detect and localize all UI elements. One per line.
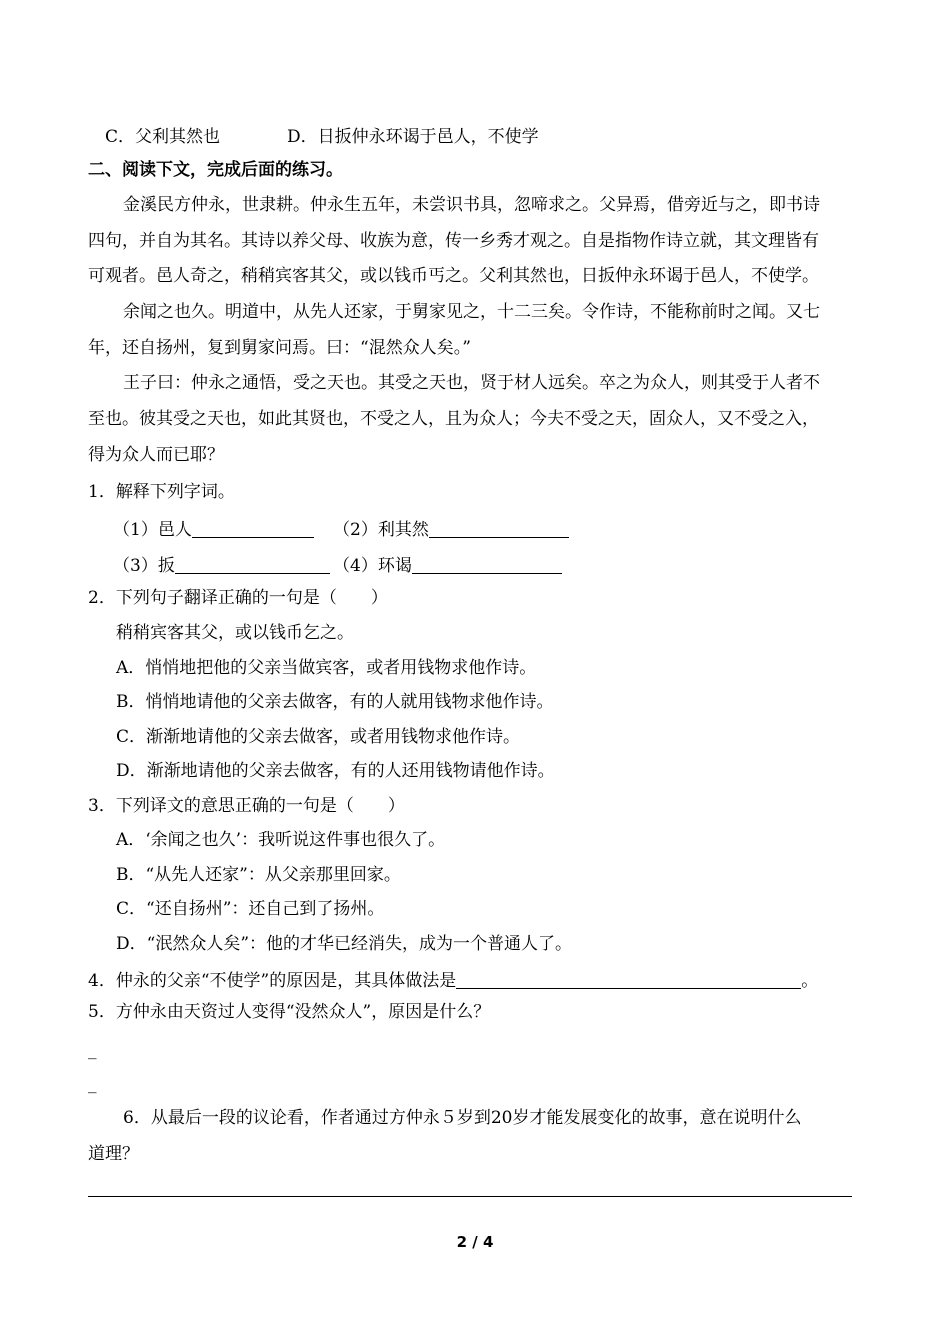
question-1-stem: 1．解释下列字词。	[88, 482, 235, 502]
question-2-option-d: D．渐渐地请他的父亲去做客，有的人还用钱物请他作诗。	[116, 761, 555, 781]
answer-blank[interactable]	[175, 555, 330, 574]
passage-line: 至也。彼其受之天也，如此其贤也，不受之人，且为众人；今夫不受之天，固众人，又不受之入，	[88, 409, 819, 429]
answer-blank[interactable]	[412, 555, 562, 574]
question-1-item: （1）邑人	[113, 519, 314, 539]
question-5-stem: 5．方仲永由天资过人变得“没然众人”，原因是什么？	[88, 1002, 491, 1022]
answer-blank[interactable]	[192, 519, 314, 538]
answer-blank[interactable]	[456, 970, 801, 989]
question-2-option-a: A．悄悄地把他的父亲当做宾客，或者用钱物求他作诗。	[116, 658, 537, 678]
passage-line: 年，还自扬州，复到舅家问焉。曰：“混然众人矣。”	[88, 338, 471, 358]
passage-line: 可观者。邑人奇之，稍稍宾客其父，或以钱币丐之。父利其然也，日扳仲永环谒于邑人，不使学。	[88, 266, 819, 286]
question-3-option-a: A．‘余闻之也久’：我听说这件事也很久了。	[116, 830, 446, 850]
question-2-sentence: 稍稍宾客其父，或以钱币乞之。	[116, 623, 354, 643]
passage-line: 金溪民方仲永，世隶耕。仲永生五年，未尝识书具，忽啼求之。父异焉，借旁近与之，即书诗	[123, 195, 820, 215]
question-3-option-d: D．“泯然众人矣”：他的才华已经消失，成为一个普通人了。	[116, 934, 573, 954]
question-1-item: （3）扳	[113, 555, 330, 575]
passage-line: 得为众人而已耶？	[88, 445, 224, 465]
option-c-top: C．父利其然也	[105, 127, 221, 147]
question-4: 4．仲永的父亲“不使学”的原因是，其具体做法是 。	[88, 971, 819, 991]
answer-blank[interactable]	[429, 519, 569, 538]
question-2-option-b: B．悄悄地请他的父亲去做客，有的人就用钱物求他作诗。	[116, 692, 554, 712]
answer-line[interactable]	[88, 1196, 852, 1197]
question-2-option-c: C．渐渐地请他的父亲去做客，或者用钱物求他作诗。	[116, 727, 521, 747]
question-1-item: （4）环谒	[333, 555, 562, 575]
option-d-top: D．日扳仲永环谒于邑人，不使学	[287, 127, 539, 147]
passage-line: 王子曰：仲永之通悟，受之天也。其受之天也，贤于材人远矣。卒之为众人，则其受于人者不	[123, 373, 820, 393]
question-6-line: 道理？	[88, 1144, 139, 1164]
question-1-item: （2）利其然	[333, 519, 569, 539]
question-6-line: 6．从最后一段的议论看，作者通过方仲永５岁到20岁才能发展变化的故事，意在说明什么	[123, 1108, 802, 1128]
question-2-stem: 2．下列句子翻译正确的一句是（ ）	[88, 588, 388, 608]
passage-line: 四句，并自为其名。其诗以养父母、收族为意，传一乡秀才观之。自是指物作诗立就，其文理皆有	[88, 231, 819, 251]
page-number: 2 / 4	[456, 1233, 494, 1251]
question-3-stem: 3．下列译文的意思正确的一句是（ ）	[88, 796, 405, 816]
section-title: 二、阅读下文，完成后面的练习。	[88, 160, 343, 180]
answer-dash[interactable]: _	[88, 1074, 97, 1094]
passage-line: 余闻之也久。明道中，从先人还家，于舅家见之，十二三矣。令作诗，不能称前时之闻。又七	[123, 302, 820, 322]
answer-dash[interactable]: _	[88, 1040, 97, 1060]
question-3-option-b: B．“从先人还家”：从父亲那里回家。	[116, 865, 401, 885]
question-3-option-c: C．“还自扬州”：还自己到了扬州。	[116, 899, 385, 919]
